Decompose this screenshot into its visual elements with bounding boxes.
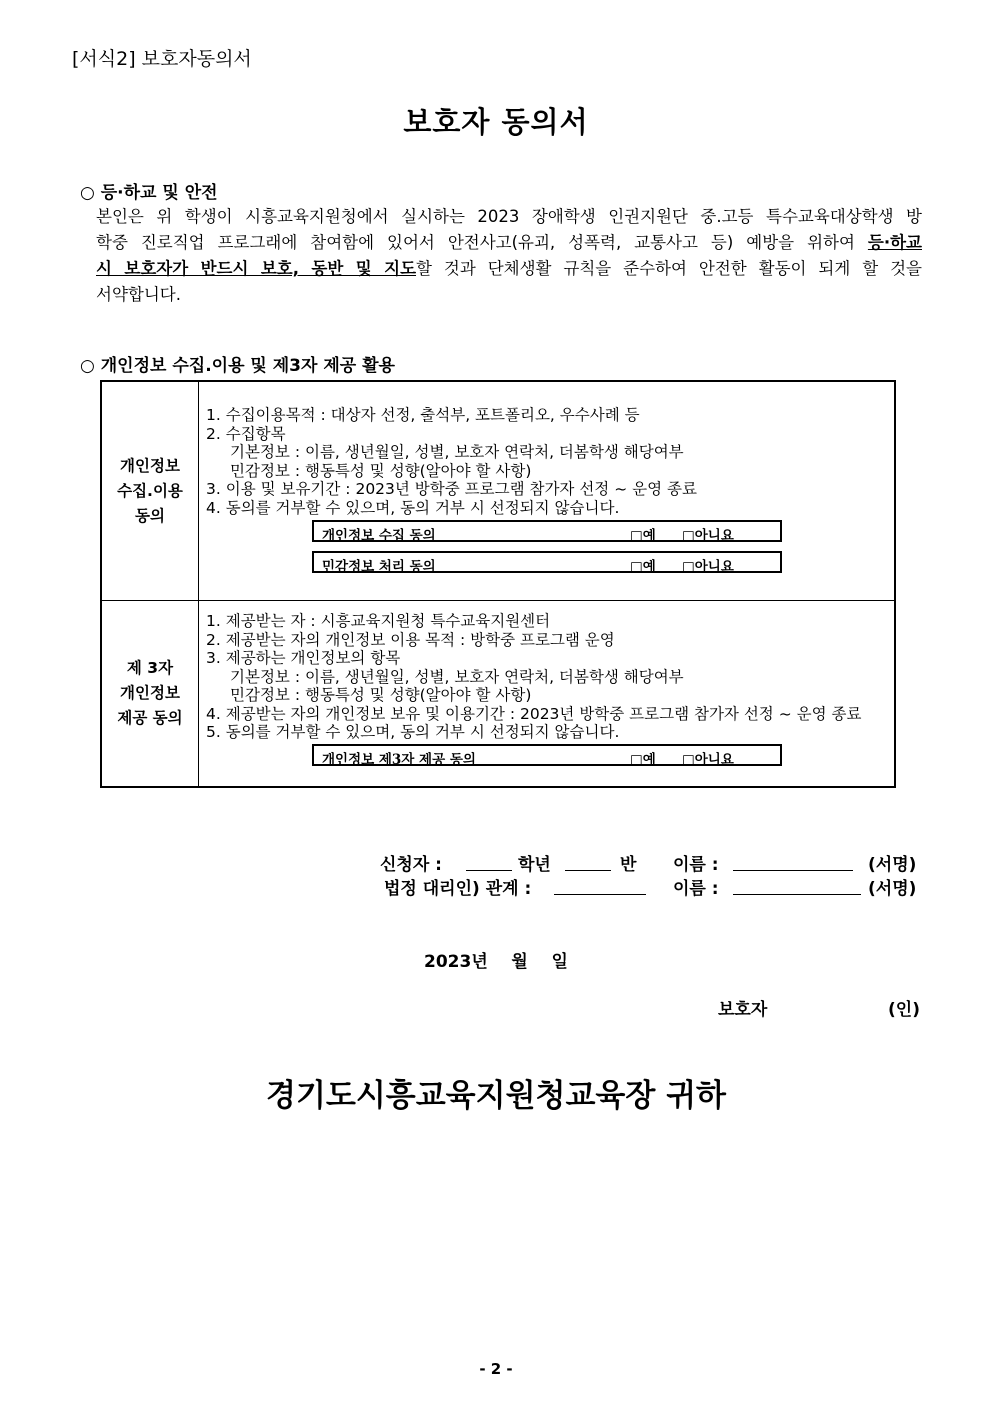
header-line: 제 3자 <box>126 658 174 677</box>
document-title: 보호자 동의서 <box>403 105 589 139</box>
pledge-line-2 <box>96 230 922 256</box>
pledge-emphasis-1: 등·하교 <box>867 233 922 252</box>
applicant-name-field[interactable] <box>733 870 853 871</box>
collection-consent-items <box>206 406 697 517</box>
pledge-line-3-text: 할 것과 단체생활 규칙을 준수하여 안전한 활동이 되게 할 것을 <box>416 259 922 278</box>
collection-consent-header <box>102 382 199 600</box>
section-heading-safety: ○ 등·하교 및 안전 <box>80 183 218 203</box>
list-item: 5. 동의를 거부할 수 있으며, 동의 거부 시 선정되지 않습니다. <box>206 723 620 741</box>
consent-yes-checkbox[interactable]: □예 <box>630 528 656 544</box>
guardian-name-field[interactable] <box>733 894 861 895</box>
consent-no-checkbox[interactable]: □아니요 <box>682 559 734 575</box>
consent-label: 민감정보 처리 동의 <box>322 559 436 575</box>
header-line: 제공 동의 <box>117 708 183 727</box>
applicant-name-label: 이름 : <box>673 855 719 875</box>
consent-label: 개인정보 제3자 제공 동의 <box>322 752 476 768</box>
list-item: 민감정보 : 행동특성 및 성향(알아야 할 사항) <box>230 461 532 480</box>
personal-info-collection-consent-box <box>312 520 782 542</box>
guardian-relation-label: 법정 대리인) 관계 : <box>384 879 532 899</box>
list-item: 3. 이용 및 보유기간 : 2023년 방학중 프로그램 참가자 선정 ~ 운영 종료 <box>206 480 697 498</box>
form-number-label: [서식2] 보호자동의서 <box>72 48 252 70</box>
third-party-consent-header <box>102 600 199 786</box>
grade-label: 학년 <box>518 855 551 875</box>
pledge-line-3 <box>96 256 922 282</box>
list-item: 1. 제공받는 자 : 시흥교육지원청 특수교육지원센터 <box>206 612 551 630</box>
class-field[interactable] <box>565 870 611 871</box>
section-heading-privacy: ○ 개인정보 수집.이용 및 제3자 제공 활용 <box>80 356 395 376</box>
consent-label: 개인정보 수집 동의 <box>322 528 436 544</box>
third-party-consent-row <box>102 600 894 786</box>
applicant-sign-label: (서명) <box>868 855 917 875</box>
class-label: 반 <box>620 855 637 875</box>
header-line: 개인정보 <box>120 456 180 475</box>
list-item: 4. 동의를 거부할 수 있으며, 동의 거부 시 선정되지 않습니다. <box>206 498 620 517</box>
list-item: 1. 수집이용목적 : 대상자 선정, 출석부, 포트폴리오, 우수사례 등 <box>206 406 640 424</box>
consent-yes-checkbox[interactable]: □예 <box>630 559 656 575</box>
date-line: 2023년 월 일 <box>424 952 568 972</box>
pledge-emphasis-2: 시 보호자가 반드시 보호, 동반 및 지도 <box>96 259 417 278</box>
guardian-relation-field[interactable] <box>554 894 646 895</box>
pledge-line-4: 서약합니다. <box>96 285 181 304</box>
list-item: 민감정보 : 행동특성 및 성향(알아야 할 사항) <box>230 686 532 704</box>
page-number: - 2 - <box>479 1360 513 1378</box>
list-item: 2. 제공받는 자의 개인정보 이용 목적 : 방학중 프로그램 운영 <box>206 630 615 649</box>
collection-consent-row <box>102 382 894 601</box>
safety-pledge-paragraph <box>96 204 922 308</box>
guardian-label: 보호자 <box>718 1000 768 1020</box>
third-party-provision-consent-box <box>312 744 782 766</box>
header-line: 개인정보 <box>120 683 180 702</box>
consent-no-checkbox[interactable]: □아니요 <box>682 752 734 768</box>
third-party-consent-items <box>206 612 861 742</box>
addressee: 경기도시흥교육지원청교육장 귀하 <box>266 1078 726 1114</box>
guardian-name-label: 이름 : <box>673 879 719 899</box>
list-item: 2. 수집항목 <box>206 424 286 443</box>
header-line: 동의 <box>135 506 165 525</box>
list-item: 기본정보 : 이름, 생년월일, 성별, 보호자 연락처, 더봄학생 해당여부 <box>230 667 684 686</box>
list-item: 3. 제공하는 개인정보의 항목 <box>206 649 401 667</box>
list-item: 기본정보 : 이름, 생년월일, 성별, 보호자 연락처, 더봄학생 해당여부 <box>230 443 684 461</box>
grade-field[interactable] <box>466 870 512 871</box>
consent-yes-checkbox[interactable]: □예 <box>630 752 656 768</box>
applicant-label: 신청자 : <box>380 855 442 875</box>
sensitive-info-consent-box <box>312 551 782 573</box>
pledge-line-1: 본인은 위 학생이 시흥교육지원청에서 실시하는 2023 장애학생 인권지원단 중.고등 특수교육대상학생 방 <box>96 207 922 226</box>
privacy-consent-table <box>100 380 896 788</box>
pledge-line-2-text: 학중 진로직업 프로그래에 참여함에 있어서 안전사고(유괴, 성폭력, 교통사고 등) 예방을 위하여 <box>96 233 868 252</box>
seal-label: (인) <box>888 1000 920 1020</box>
header-line: 수집.이용 <box>117 481 183 500</box>
consent-no-checkbox[interactable]: □아니요 <box>682 528 734 544</box>
list-item: 4. 제공받는 자의 개인정보 보유 및 이용기간 : 2023년 방학중 프로그램 참가자 선정 ~ 운영 종료 <box>206 704 862 723</box>
guardian-sign-label: (서명) <box>868 879 917 899</box>
